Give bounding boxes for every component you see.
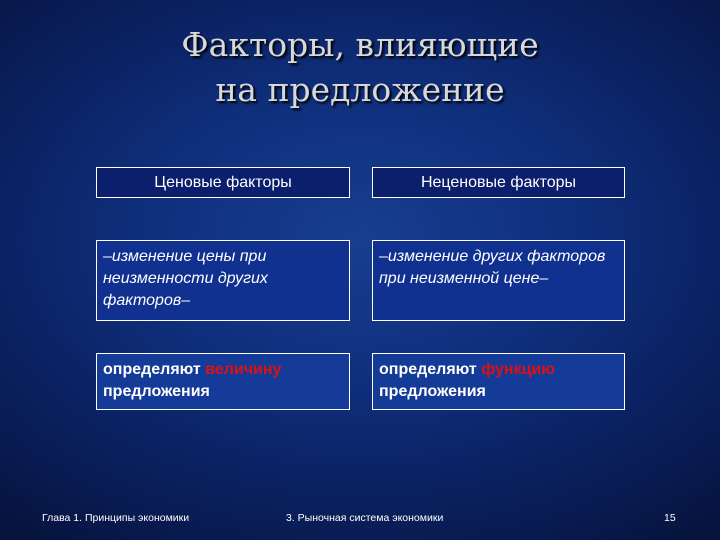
- footer-chapter: Глава 1. Принципы экономики: [42, 512, 190, 524]
- effect-suffix: предложения: [103, 383, 210, 400]
- effect-highlight-quantity: величину: [205, 361, 282, 378]
- nonprice-factors-description: –изменение других факторов при неизменной цене–: [372, 240, 625, 321]
- effect-suffix: предложения: [379, 383, 486, 400]
- price-factors-header: Ценовые факторы: [96, 167, 350, 198]
- slide-title-line-2: на предложение: [215, 70, 505, 109]
- effect-highlight-function: функцию: [481, 361, 555, 378]
- slide-title-line-1: Факторы, влияющие: [181, 25, 539, 64]
- nonprice-factors-header: Неценовые факторы: [372, 167, 625, 198]
- footer-section: 3. Рыночная система экономики: [286, 512, 444, 524]
- price-factors-description: –изменение цены при неизменности других факторов–: [96, 240, 350, 321]
- effect-prefix: определяют: [379, 361, 482, 378]
- effect-prefix: определяют: [103, 361, 206, 378]
- price-factors-effect: [96, 353, 350, 410]
- slide-title: [0, 22, 720, 112]
- nonprice-factors-effect: [372, 353, 625, 410]
- page-number: 15: [664, 512, 676, 524]
